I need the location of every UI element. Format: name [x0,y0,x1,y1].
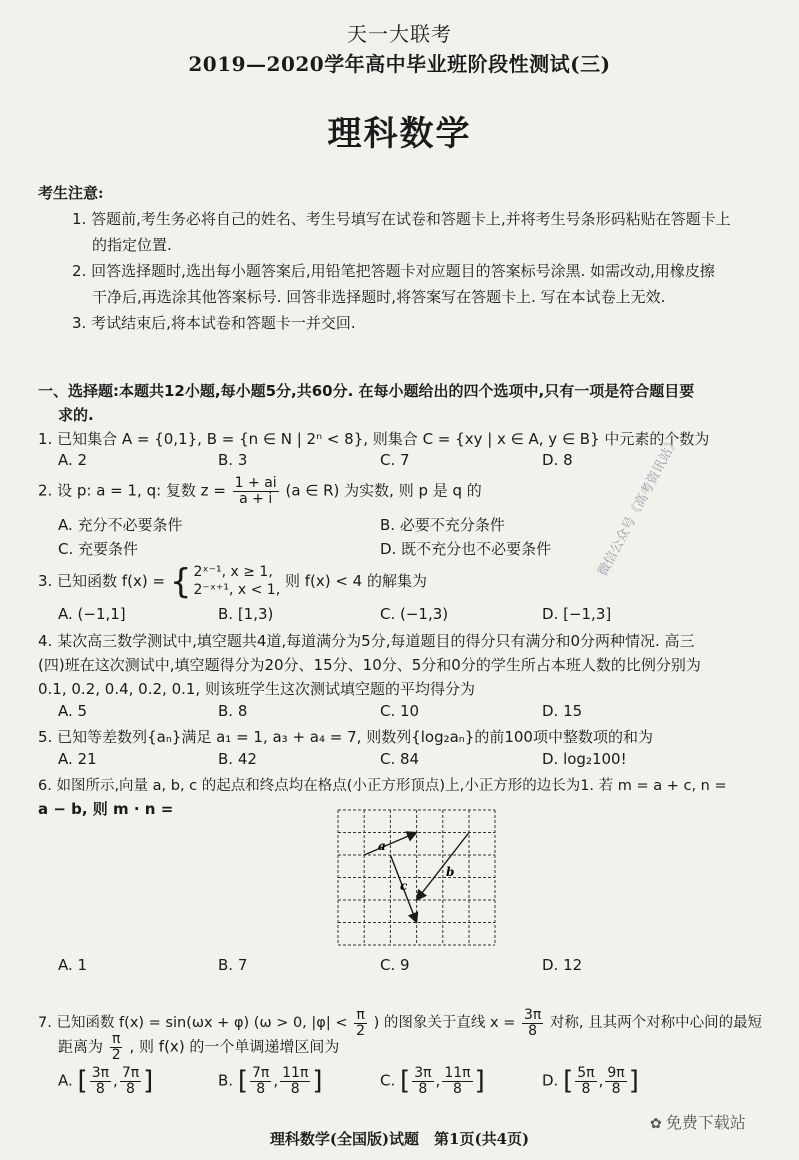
q7-text-post: 对称, 且其两个对称中心间的最短 [549,1015,763,1032]
exam-organizer: 天一大联考 [347,22,452,46]
question-4-line: 0.1, 0.2, 0.4, 0.2, 0.1, 则该班学生这次测试填空题的平均得分为 [38,680,475,698]
q3-option-d: D. [−1,3] [542,605,612,623]
fraction-den: 8 [528,1022,538,1039]
question-5-stem: 5. 已知等差数列{aₙ}满足 a₁ = 1, a₃ + a₄ = 7, 则数列{log₂aₙ}的前100项中整数项的和为 [38,728,653,746]
q6-option-c: C. 9 [380,956,410,974]
q1-option-d: D. 8 [542,451,573,469]
page-footer: 理科数学(全国版)试题 第1页(共4页) [269,1130,530,1148]
fraction-num: 7π [252,1065,270,1081]
fraction-num: 11π [444,1065,471,1081]
q1-option-b: B. 3 [218,451,248,469]
side-watermark: 微信公众号《高考资讯站》 [595,434,683,579]
note-line: 干净后,再选涂其他答案标号. 回答非选择题时,将答案写在答题卡上. 写在本试卷上无效. [92,288,666,306]
fraction-den: 8 [256,1080,266,1097]
fraction-num: π [112,1031,121,1047]
note-line: 的指定位置. [92,236,172,254]
fraction-num: 9π [607,1065,625,1081]
grid-lines [338,810,495,945]
q4-option-d: D. 15 [542,702,583,720]
fraction-den: 8 [290,1080,300,1097]
vector-a-label: a [378,839,386,853]
download-watermark [650,1110,746,1133]
q2-text-post: (a ∈ R) 为实数, 则 p 是 q 的 [285,481,482,500]
q5-option-c: C. 84 [380,750,420,768]
fraction-den: 8 [611,1080,621,1097]
q3-piecewise [169,561,281,602]
q3-case-1: 2ˣ⁻¹, x ≥ 1, [193,564,273,580]
wechat-icon: ✿ [650,1116,662,1132]
option-label: C. [380,1071,396,1090]
option-label: D. [542,1071,559,1090]
fraction-den: 8 [95,1080,105,1097]
q1-option-c: C. 7 [380,451,410,469]
q7-line2-pre: 距离为 [58,1037,104,1056]
fraction-den: 8 [581,1080,591,1097]
q4-option-c: C. 10 [380,702,420,720]
option-label: A. [58,1071,73,1090]
q7-text-mid: ) 的图象关于直线 x = [373,1015,516,1032]
question-4-line: 4. 某次高三数学测试中,填空题共4道,每道满分为5分,每道题目的得分只有满分和0分两种情况. 高三 [38,632,695,650]
section-heading-cont: 求的. [58,406,94,424]
fraction-den: 8 [126,1080,135,1097]
vector-b-label: b [446,865,455,879]
q2-option-c: C. 充要条件 [58,540,139,558]
section-heading: 一、选择题:本题共12小题,每小题5分,共60分. 在每小题给出的四个选项中,只有一项是符合题目要 [38,382,695,400]
fraction-den: 8 [418,1080,428,1097]
note-line: 2. 回答选择题时,选出每小题答案后,用铅笔把答题卡对应题目的答案标号涂黑. 如需改动,用橡皮擦 [72,262,715,280]
q7-condition: (ω > 0, |φ| < [253,1015,348,1032]
fraction-num: 3π [523,1007,542,1023]
q4-option-b: B. 8 [218,702,248,720]
q2-fraction-num: 1 + ai [234,475,277,491]
question-2-stem [38,476,482,506]
note-line: 3. 考试结束后,将本试卷和答题卡一并交回. [72,314,356,332]
q2-fraction-den: a + i [239,490,273,507]
q7-option-a: A. [ $\frac{3\pi}{8}$ , $\frac{7\pi}{8}$ ] [58,1065,154,1097]
question-4-line: (四)班在这次测试中,填空题得分为20分、15分、10分、5分和0分的学生所占本班人数的比例分别为 [38,656,701,674]
notes-heading: 考生注意: [38,184,104,202]
fraction-num: 11π [282,1065,309,1081]
fraction-num: π [356,1007,365,1023]
q7-line2-post: , 则 f(x) 的一个单调递增区间为 [129,1037,340,1056]
option-label: B. [218,1071,234,1090]
q7-option-d: D. [ $\frac{5\pi}{8}$ , $\frac{9\pi}{8}$ ] [542,1065,639,1097]
fraction-num: 5π [577,1065,595,1081]
question-6-line: a − b, 则 m · n = [38,800,174,818]
note-line: 1. 答题前,考生务必将自己的姓名、考生号填写在试卷和答题卡上,并将考生号条形码粘贴在答题卡上 [72,210,731,228]
q3-text-post: 则 f(x) < 4 的解集为 [284,572,427,590]
q5-option-d: D. log₂100! [542,750,627,768]
fraction-den: 8 [452,1080,462,1097]
q7-axis-fraction [522,1008,543,1038]
question-6-line: 6. 如图所示,向量 a, b, c 的起点和终点均在格点(小正方形顶点)上,小正方形的边长为1. 若 m = a + c, n = [38,778,727,794]
q3-text-pre: 3. 已知函数 f(x) = [38,572,166,590]
question-7-line2 [58,1032,339,1062]
q2-option-d: D. 既不充分也不必要条件 [380,540,552,558]
q7-distance-fraction [110,1032,123,1062]
fraction-den: 2 [356,1022,366,1039]
fraction-num: 3π [414,1065,432,1081]
vector-c-label: c [400,879,408,893]
vector-grid-figure [336,808,498,948]
q1-option-a: A. 2 [58,451,88,469]
q4-option-a: A. 5 [58,702,88,720]
q3-case-2: 2⁻ˣ⁺¹, x < 1, [193,581,281,598]
q5-option-b: B. 42 [218,750,257,768]
q7-cond-fraction [354,1008,367,1038]
q6-option-a: A. 1 [58,956,88,974]
fraction-den: 2 [111,1046,121,1063]
q2-text-pre: 2. 设 p: a = 1, q: 复数 z = [38,481,226,500]
q2-option-b: B. 必要不充分条件 [380,516,505,534]
question-3-stem [38,561,427,602]
q6-option-d: D. 12 [542,956,583,974]
question-1-stem: 1. 已知集合 A = {0,1}, B = {n ∈ N | 2ⁿ < 8}, 则集合 C = {xy | x ∈ A, y ∈ B} 中元素的个数为 [38,430,710,448]
q3-option-c: C. (−1,3) [380,605,449,623]
q3-option-a: A. (−1,1] [58,605,126,623]
fraction-num: 7π [121,1065,140,1081]
q5-option-a: A. 21 [58,750,97,768]
page-title: 理科数学 [327,114,472,154]
q7-option-b: B. [ $\frac{7\pi}{8}$ , $\frac{11\pi}{8}$ ] [218,1065,323,1097]
fraction-num: 3π [91,1065,110,1081]
q2-option-a: A. 充分不必要条件 [58,516,183,534]
q2-fraction [233,476,279,506]
q7-option-c: C. [ $\frac{3\pi}{8}$ , $\frac{11\pi}{8}$ ] [380,1065,485,1097]
watermark-text: 免费下载站 [665,1113,746,1132]
q6-option-b: B. 7 [218,956,248,974]
q7-text-pre: 7. 已知函数 f(x) = sin(ωx + φ) [38,1015,250,1032]
q3-option-b: B. [1,3) [218,605,274,623]
exam-session: 2019—2020学年高中毕业班阶段性测试(三) [188,52,611,76]
brace-icon: { [169,561,192,602]
